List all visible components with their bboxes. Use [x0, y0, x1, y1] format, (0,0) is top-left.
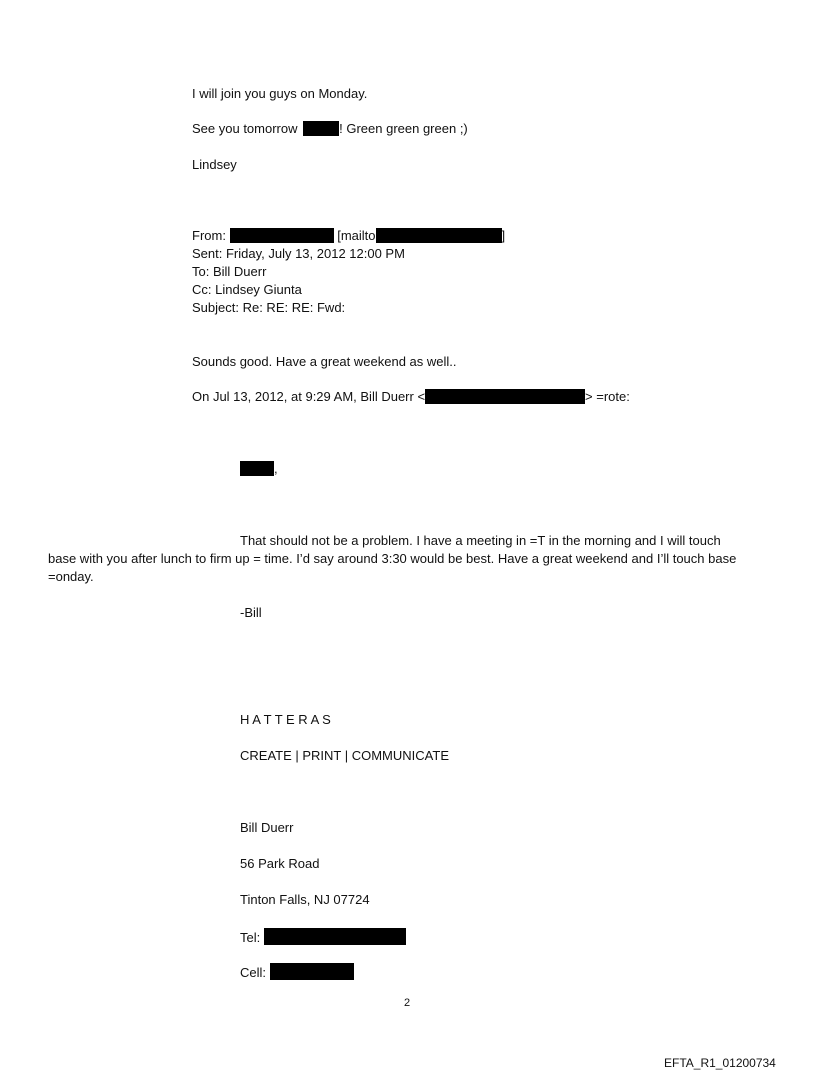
quoted-greeting — [240, 461, 278, 477]
cell-label: Cell: — [240, 965, 267, 980]
quote-intro-start: On Jul 13, 2012, at 9:29 AM, Bill Duerr < — [192, 389, 426, 404]
reply-line-2-end: ! Green green green ;) — [339, 121, 468, 136]
quote-intro-end: > =rote: — [585, 389, 630, 404]
redaction-block — [270, 963, 354, 980]
header-subject: Subject: Re: RE: RE: Fwd: — [192, 300, 346, 315]
page-number: 2 — [404, 997, 411, 1009]
reply-line-1: I will join you guys on Monday. — [192, 86, 368, 101]
header-from — [192, 228, 505, 244]
header-to: To: Bill Duerr — [192, 264, 267, 279]
redaction-block — [264, 928, 406, 945]
reply-line-2 — [192, 121, 468, 137]
quoted-sign-off: -Bill — [240, 605, 262, 620]
header-cc: Cc: Lindsey Giunta — [192, 282, 302, 297]
redaction-block — [425, 389, 585, 404]
company-tagline: CREATE | PRINT | COMMUNICATE — [240, 748, 449, 763]
document-id: EFTA_R1_01200734 — [664, 1056, 776, 1070]
address-city: Tinton Falls, NJ 07724 — [240, 892, 370, 907]
mailto-label: [mailto — [337, 228, 376, 243]
reply-signature: Lindsey — [192, 157, 237, 172]
tel-label: Tel: — [240, 930, 261, 945]
quoted-para-line-2: base with you after lunch to firm up = time. I’d say around 3:30 would be best. Have a great weekend and I’ll touch base — [48, 551, 737, 566]
from-label: From: — [192, 228, 226, 243]
address-street: 56 Park Road — [240, 856, 320, 871]
quoted-para-line-1: That should not be a problem. I have a meeting in =T in the morning and I will touch — [240, 533, 721, 548]
sender-name: Bill Duerr — [240, 820, 294, 835]
reply-line-2-start: See you tomorrow — [192, 121, 298, 136]
redaction-block — [230, 228, 334, 243]
greeting-comma: , — [274, 461, 278, 476]
message-body: Sounds good. Have a great weekend as well.. — [192, 354, 457, 369]
redaction-block — [303, 121, 339, 136]
tel-line — [240, 928, 406, 946]
cell-line — [240, 963, 354, 981]
quote-intro — [192, 389, 630, 405]
company-name: H A T T E R A S — [240, 712, 331, 727]
redaction-block — [376, 228, 502, 243]
header-sent: Sent: Friday, July 13, 2012 12:00 PM — [192, 246, 405, 261]
mailto-close: ] — [501, 228, 506, 243]
redaction-block — [240, 461, 274, 476]
quoted-para-line-3: =onday. — [48, 569, 94, 584]
